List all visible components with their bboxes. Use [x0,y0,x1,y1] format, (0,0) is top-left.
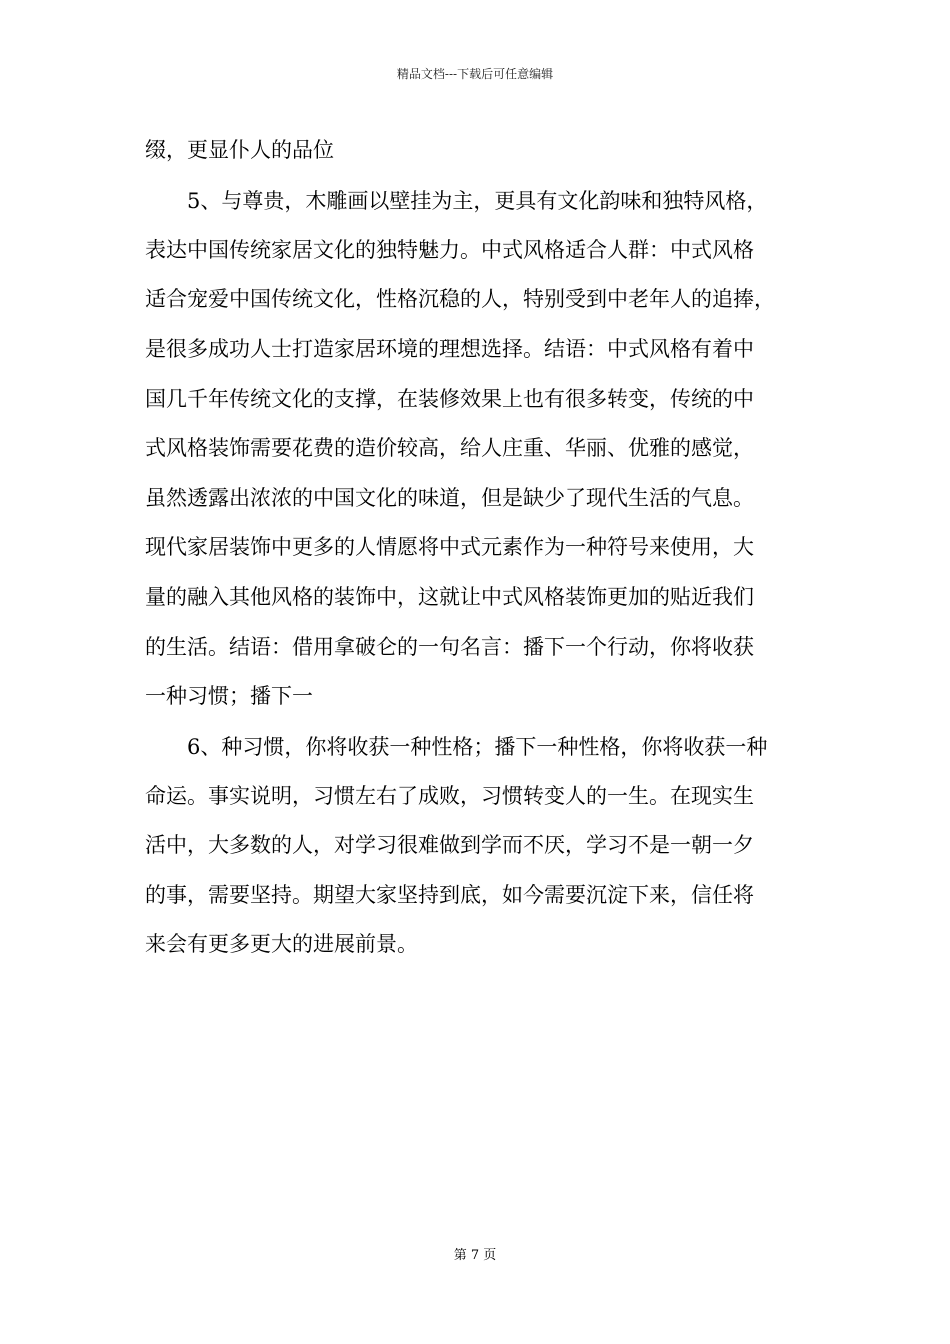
text-line: 式风格装饰需要花费的造价较高，给人庄重、华丽、优雅的感觉， [145,436,754,460]
text-line: 6、种习惯，你将收获一种性格；播下一种性格，你将收获一种 [145,735,768,759]
page-header: 精品文档---下载后可任意编辑 [396,67,554,81]
page-number: 第 7 页 [453,1248,497,1263]
text-line: 活中，大多数的人，对学习很难做到学而不厌，学习不是一朝一夕 [145,833,754,857]
text-line: 国几千年传统文化的支撑，在装修效果上也有很多转变，传统的中 [145,387,754,411]
text-line: 5、与尊贵，木雕画以壁挂为主，更具有文化韵味和独特风格， [145,189,768,213]
text-line: 是很多成功人士打造家居环境的理想选择。结语：中式风格有着中 [145,337,754,361]
text-line: 适合宠爱中国传统文化，性格沉稳的人，特别受到中老年人的追捧， [145,287,775,311]
text-line: 的事，需要坚持。期望大家坚持到底，如今需要沉淀下来，信任将 [145,883,754,907]
text-line: 现代家居装饰中更多的人情愿将中式元素作为一种符号来使用，大 [145,535,754,559]
text-line: 的生活。结语：借用拿破仑的一句名言：播下一个行动，你将收获 [145,635,754,659]
text-line: 一种习惯；播下一 [145,684,313,708]
text-line: 虽然透露出浓浓的中国文化的味道，但是缺少了现代生活的气息。 [145,486,754,510]
text-line: 缀，更显仆人的品位 [145,138,334,162]
text-line: 来会有更多更大的进展前景。 [145,932,418,956]
text-line: 量的融入其他风格的装饰中，这就让中式风格装饰更加的贴近我们 [145,585,754,609]
text-line: 命运。事实说明，习惯左右了成败，习惯转变人的一生。在现实生 [145,784,754,808]
text-line: 表达中国传统家居文化的独特魅力。中式风格适合人群：中式风格 [145,238,754,262]
